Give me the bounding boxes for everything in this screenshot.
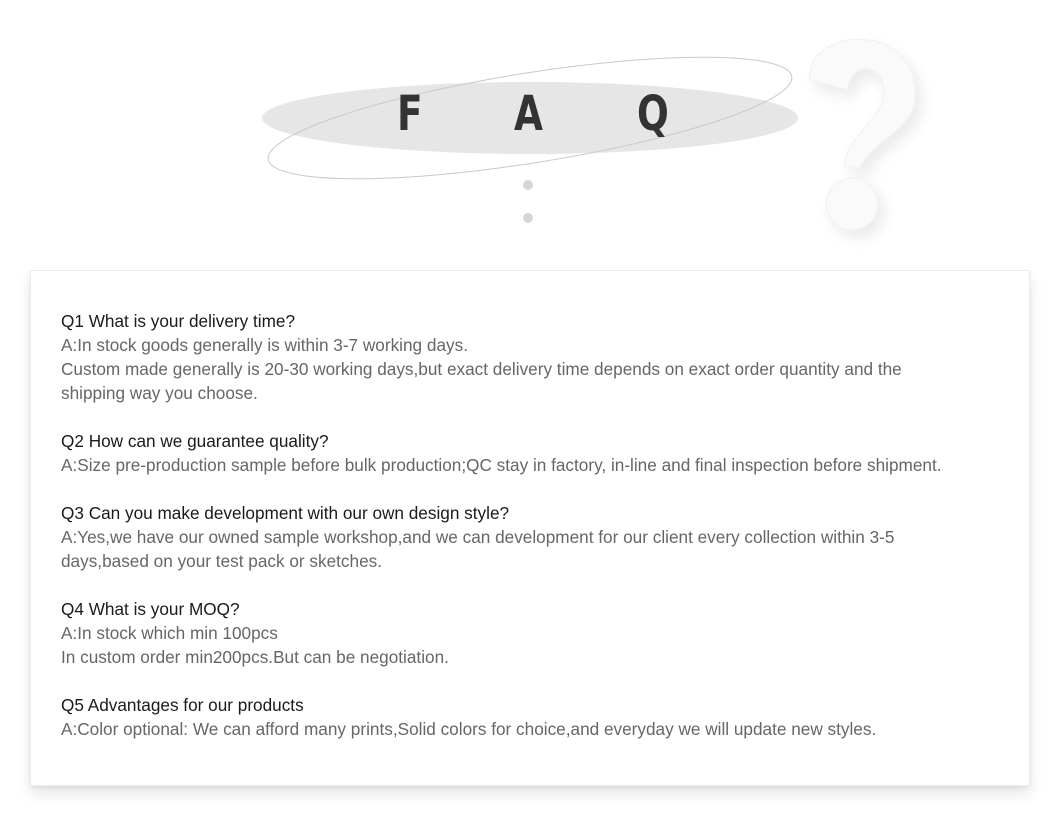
- faq-list: [61, 309, 1001, 765]
- faq-card: [30, 270, 1030, 786]
- faq-answer-line: days,based on your test pack or sketches.: [61, 551, 383, 571]
- faq-answer-line: In custom order min200pcs.But can be negotiation.: [61, 647, 449, 667]
- faq-item-q4: [61, 597, 1001, 669]
- faq-answer-line: A:Color optional: We can afford many prints,Solid colors for choice,and everyday we will update new styles.: [61, 719, 877, 739]
- faq-header: [0, 0, 1060, 260]
- faq-answer-line: A:In stock which min 100pcs: [61, 623, 278, 643]
- faq-letter-f: F: [397, 86, 423, 142]
- faq-item-q5: [61, 693, 1001, 741]
- faq-question: Q1 What is your delivery time?: [61, 311, 296, 331]
- question-mark-icon: [810, 39, 916, 230]
- faq-question: Q3 Can you make development with our own design style?: [61, 503, 510, 523]
- header-dot: [523, 213, 533, 223]
- faq-answer-line: A:Yes,we have our owned sample workshop,and we can development for our client every collection within 3-5: [61, 527, 895, 547]
- header-dot: [523, 180, 533, 190]
- faq-letter-q: Q: [637, 86, 669, 142]
- faq-answer-line: A:Size pre-production sample before bulk production;QC stay in factory, in-line and final inspection before shipment.: [61, 455, 942, 475]
- faq-question: Q5 Advantages for our products: [61, 695, 304, 715]
- faq-item-q3: [61, 501, 1001, 573]
- faq-item-q1: [61, 309, 1001, 405]
- faq-question: Q2 How can we guarantee quality?: [61, 431, 329, 451]
- faq-answer-line: shipping way you choose.: [61, 383, 258, 403]
- faq-question: Q4 What is your MOQ?: [61, 599, 240, 619]
- faq-item-q2: [61, 429, 1001, 477]
- faq-answer-line: Custom made generally is 20-30 working days,but exact delivery time depends on exact order quantity and the: [61, 359, 902, 379]
- faq-letter-a: A: [514, 86, 543, 142]
- faq-answer-line: A:In stock goods generally is within 3-7 working days.: [61, 335, 468, 355]
